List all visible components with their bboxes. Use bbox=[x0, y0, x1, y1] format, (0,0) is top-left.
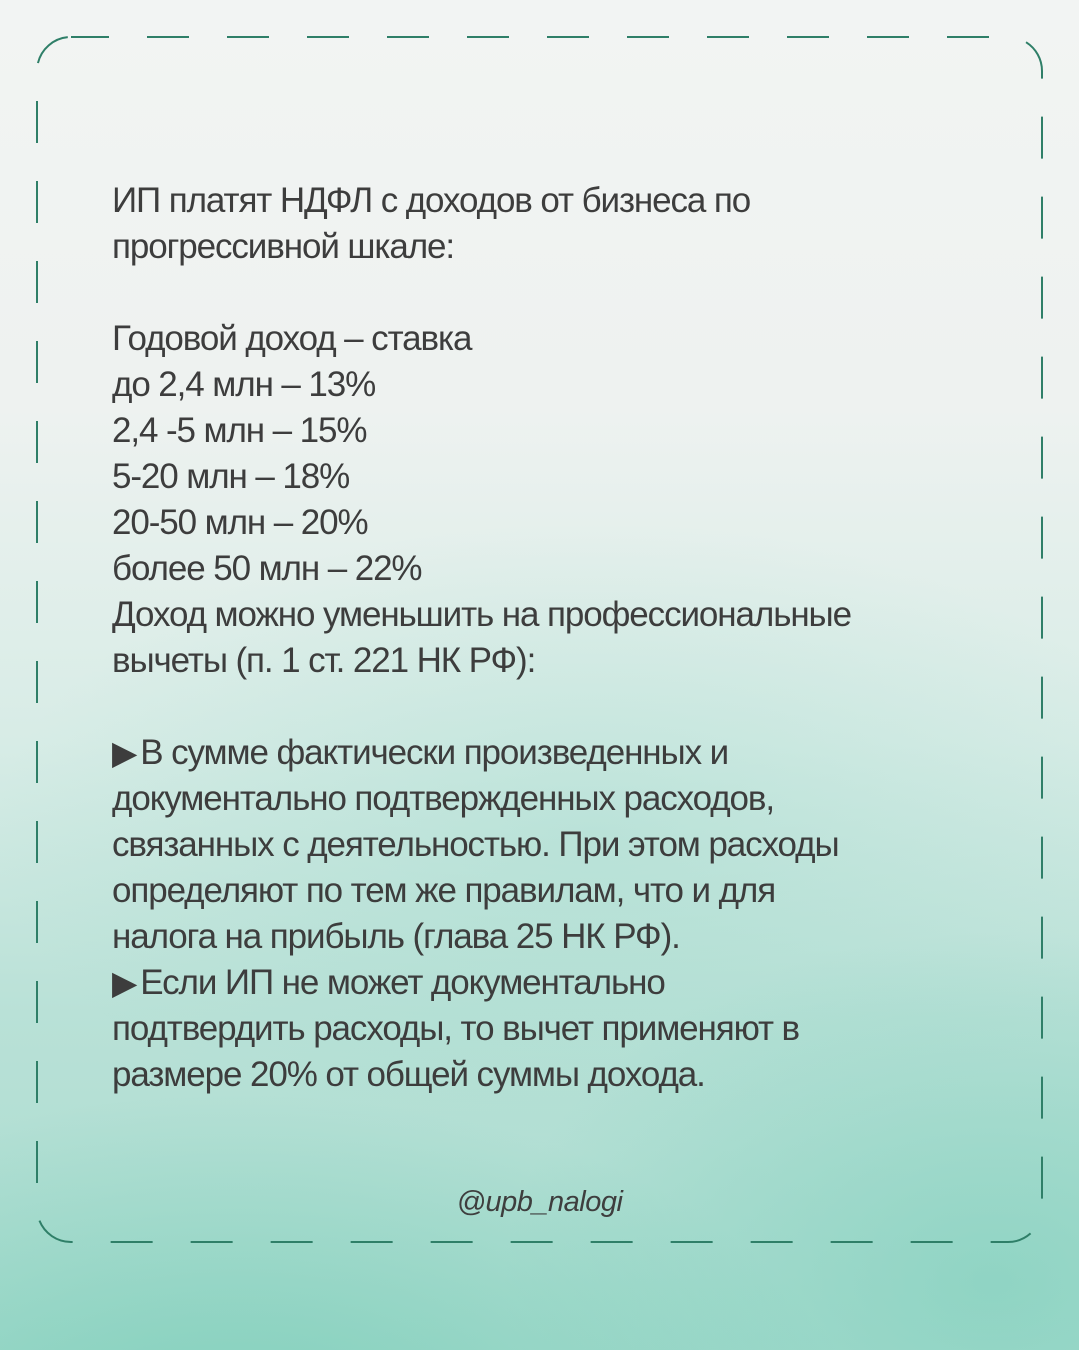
post-text bbox=[112, 178, 992, 1098]
bullet-1-line-1 bbox=[112, 730, 992, 776]
account-handle: @upb_nalogi bbox=[456, 1186, 623, 1218]
rate-row-5: более 50 млн – 22% bbox=[112, 549, 422, 588]
bullet-2-text: Если ИП не может документально bbox=[140, 963, 665, 1002]
rate-row-4: 20-50 млн – 20% bbox=[112, 503, 368, 542]
spacer bbox=[112, 684, 992, 730]
rate-row-1: до 2,4 млн – 13% bbox=[112, 365, 376, 404]
bullet-1-line-5: налога на прибыль (глава 25 НК РФ). bbox=[112, 917, 680, 956]
rate-row-3: 5-20 млн – 18% bbox=[112, 457, 350, 496]
bullet-2-line-3: размере 20% от общей суммы дохода. bbox=[112, 1055, 705, 1094]
intro-line-1: ИП платят НДФЛ с доходов от бизнеса по bbox=[112, 181, 751, 220]
rates-header: Годовой доход – ставка bbox=[112, 319, 472, 358]
deduction-line-2: вычеты (п. 1 ст. 221 НК РФ): bbox=[112, 641, 536, 680]
bullet-1-line-3: связанных с деятельностью. При этом расходы bbox=[112, 825, 839, 864]
bullet-1-line-2: документально подтвержденных расходов, bbox=[112, 779, 775, 818]
bullet-1-line-4: определяют по тем же правилам, что и для bbox=[112, 871, 776, 910]
bullet-2-line-1 bbox=[112, 960, 992, 1006]
intro-line-2: прогрессивной шкале: bbox=[112, 227, 455, 266]
bullet-1-text: В сумме фактически произведенных и bbox=[140, 733, 729, 772]
spacer bbox=[112, 270, 992, 316]
play-triangle-icon: ▶ bbox=[112, 734, 137, 771]
deduction-line-1: Доход можно уменьшить на профессиональные bbox=[112, 595, 851, 634]
rate-row-2: 2,4 -5 млн – 15% bbox=[112, 411, 367, 450]
bullet-2-line-2: подтвердить расходы, то вычет применяют в bbox=[112, 1009, 800, 1048]
play-triangle-icon: ▶ bbox=[112, 964, 137, 1001]
